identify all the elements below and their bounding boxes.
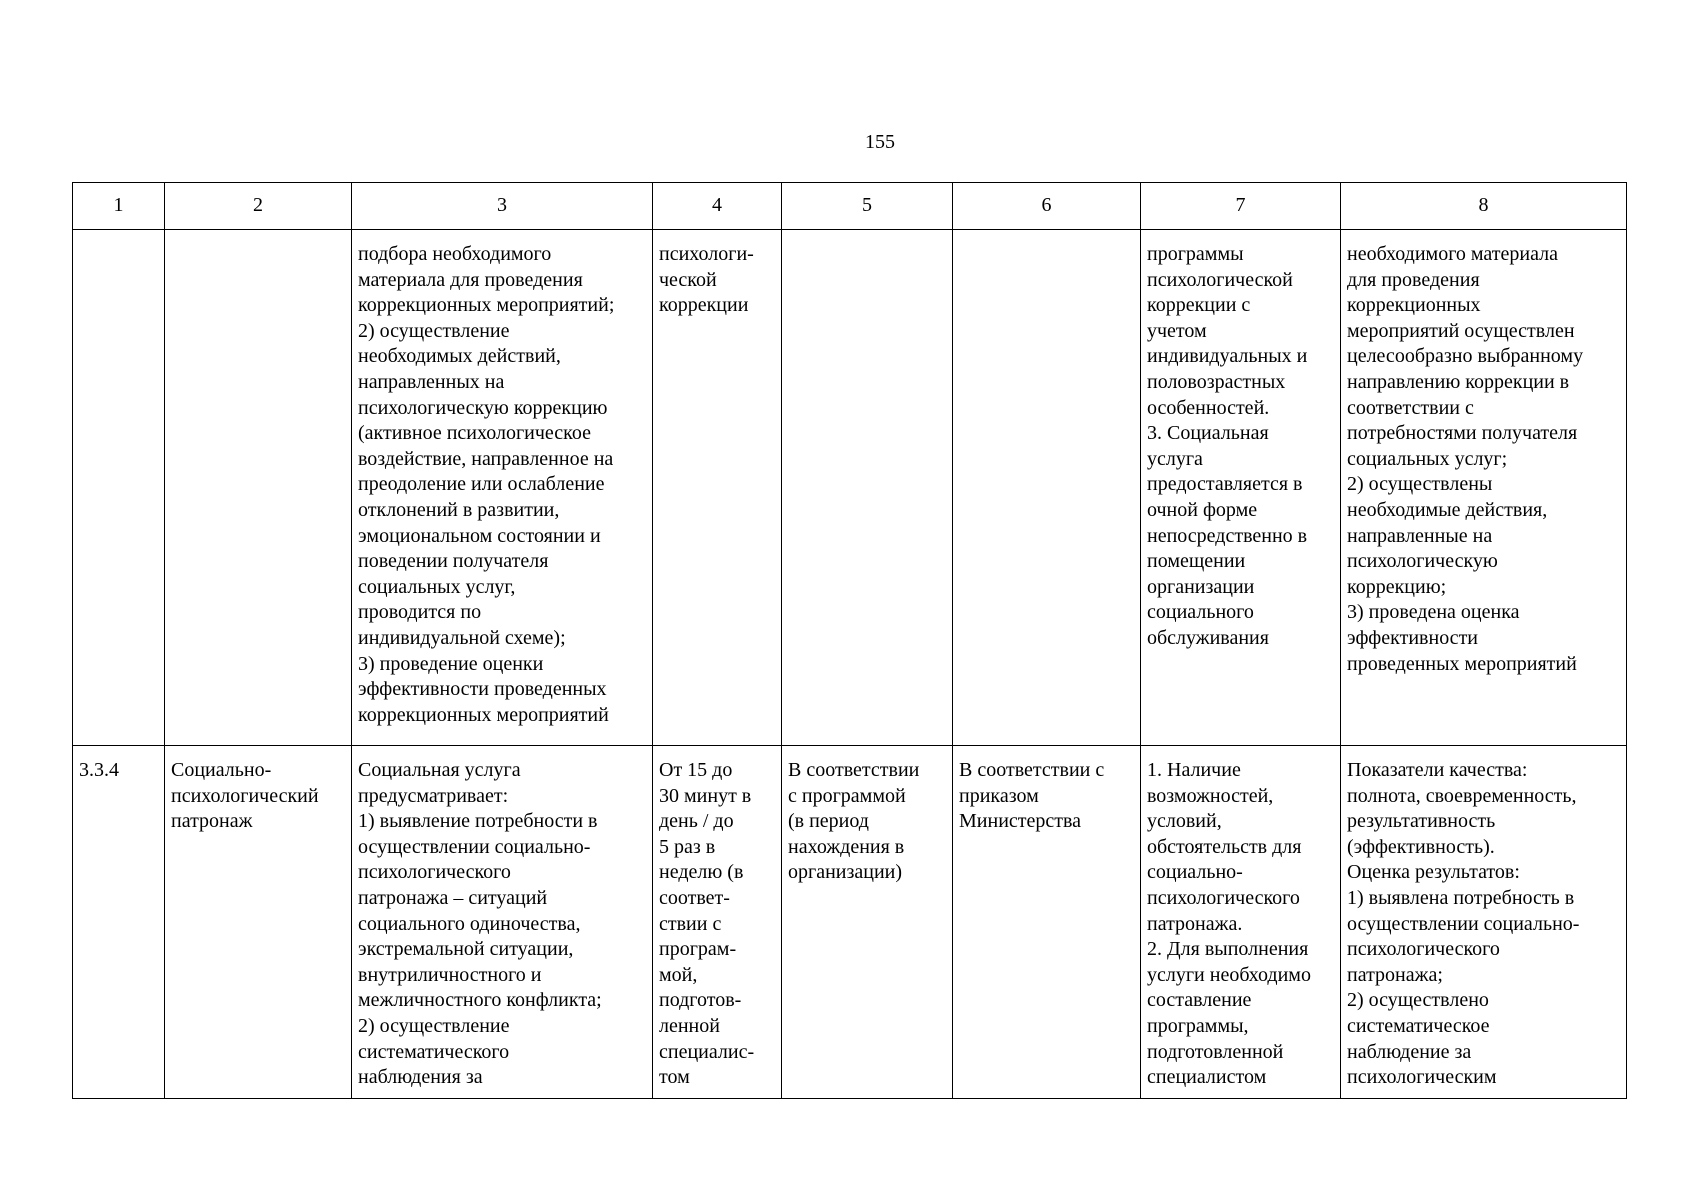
table-cell: необходимого материала для проведения коррекционных мероприятий осуществлен целесообразно выбранному направлению коррекции в соответствии с потребностями получателя социальных услуг; 2) осуществлены необходимые действия, направленные на психологическую коррекцию; 3) проведена оценка эффективности проведенных мероприятий <box>1341 230 1627 746</box>
column-header-7: 7 <box>1141 183 1341 230</box>
column-header-4: 4 <box>653 183 782 230</box>
service-number-cell: 3.3.4 <box>73 746 165 1099</box>
table-cell: Показатели качества: полнота, своевременность, результативность (эффективность). Оценка результатов: 1) выявлена потребность в осуществлении социально- психологического патронажа; 2) осуществлено систематическое наблюдение за психологическим <box>1341 746 1627 1099</box>
table-cell <box>165 230 352 746</box>
table-cell: В соответствии с приказом Министерства <box>953 746 1141 1099</box>
table-cell: От 15 до 30 минут в день / до 5 раз в неделю (в соответ- ствии с програм- мой, подготов- ленной специалис- том <box>653 746 782 1099</box>
table-cell: программы психологической коррекции с учетом индивидуальных и половозрастных особенностей. 3. Социальная услуга предоставляется в очной форме непосредственно в помещении организации социального обслуживания <box>1141 230 1341 746</box>
table-cell: Социальная услуга предусматривает: 1) выявление потребности в осуществлении социально- психологического патронажа – ситуаций социального одиночества, экстремальной ситуации, внутриличностного и межличностного конфликта; 2) осуществление систематического наблюдения за <box>352 746 653 1099</box>
column-header-2: 2 <box>165 183 352 230</box>
table-cell <box>953 230 1141 746</box>
table-cell: психологи- ческой коррекции <box>653 230 782 746</box>
column-header-3: 3 <box>352 183 653 230</box>
table-cell: В соответствии с программой (в период нахождения в организации) <box>782 746 953 1099</box>
table-cell <box>782 230 953 746</box>
table-cell <box>73 230 165 746</box>
column-header-6: 6 <box>953 183 1141 230</box>
table-row <box>73 746 1627 1099</box>
column-header-8: 8 <box>1341 183 1627 230</box>
table-cell: 1. Наличие возможностей, условий, обстоятельств для социально- психологического патронажа. 2. Для выполнения услуги необходимо составление программы, подготовленной специалистом <box>1141 746 1341 1099</box>
service-name-cell: Социально- психологический патронаж <box>165 746 352 1099</box>
table-header-row <box>73 183 1627 230</box>
table-cell: подбора необходимого материала для проведения коррекционных мероприятий; 2) осуществление необходимых действий, направленных на психологическую коррекцию (активное психологическое воздействие, направленное на преодоление или ослабление отклонений в развитии, эмоциональном состоянии и поведении получателя социальных услуг, проводится по индивидуальной схеме); 3) проведение оценки эффективности проведенных коррекционных мероприятий <box>352 230 653 746</box>
table-row <box>73 230 1627 746</box>
services-table <box>72 182 1627 1099</box>
column-header-1: 1 <box>73 183 165 230</box>
page-number: 155 <box>865 131 895 153</box>
column-header-5: 5 <box>782 183 953 230</box>
